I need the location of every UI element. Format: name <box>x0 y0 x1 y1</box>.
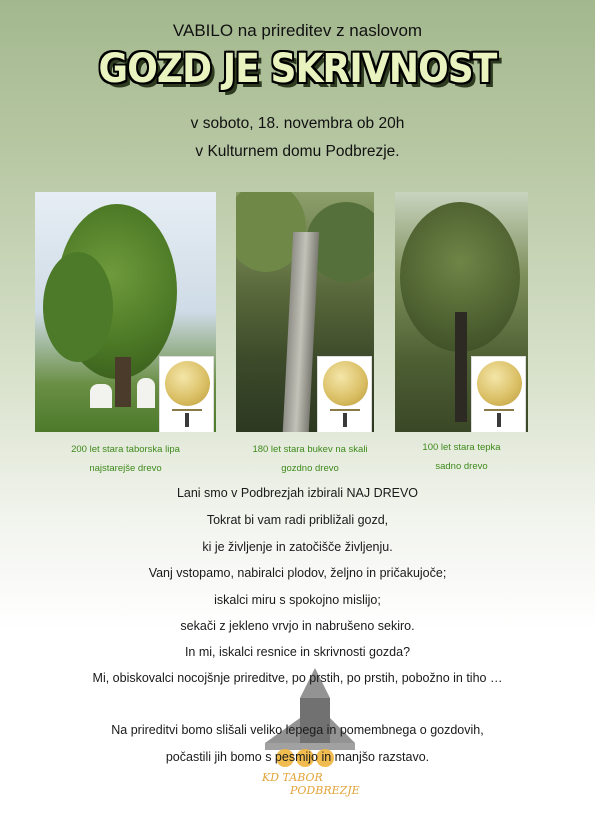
tree-caption-category: sadno drevo <box>435 461 488 472</box>
poem-line: Tokrat bi vam radi približali gozd, <box>206 513 389 527</box>
tree-caption <box>35 440 216 478</box>
linden-tree-photo <box>35 192 216 432</box>
event-place: v Kulturnem domu Podbrezje. <box>195 143 400 160</box>
poem-line: sekači z jekleno vrvjo in nabrušeno sekiro. <box>180 619 415 633</box>
tree-caption-age: 100 let stara tepka <box>422 442 501 453</box>
naj-drevo-badge <box>159 356 214 432</box>
kd-tabor-logo-text <box>262 771 360 797</box>
tree-caption-age: 180 let stara bukev na skali <box>252 444 368 455</box>
poem-line: Na prireditvi bomo slišali veliko lepega in pomembnega o gozdovih, <box>111 723 484 737</box>
poem-line: iskalci miru s spokojno mislijo; <box>214 593 381 607</box>
tree-caption-category: najstarejše drevo <box>89 463 162 474</box>
poem-line: ki je življenje in zatočišče življenju. <box>202 540 393 554</box>
naj-drevo-badge <box>471 356 526 432</box>
invitation-intro: VABILO na prireditev z naslovom <box>172 21 423 40</box>
poem-line: In mi, iskalci resnice in skrivnosti gozda? <box>184 645 411 659</box>
naj-drevo-badge <box>317 356 372 432</box>
pear-tree-photo <box>395 192 528 432</box>
beech-tree-photo <box>236 192 374 432</box>
tree-caption-age: 200 let stara taborska lipa <box>71 444 180 455</box>
poem-line: Lani smo v Podbrezjah izbirali NAJ DREVO <box>176 486 419 500</box>
tree-caption-category: gozdno drevo <box>281 463 339 474</box>
tree-caption <box>236 440 384 478</box>
tree-caption <box>395 438 528 476</box>
logo-line1: KD TABOR <box>262 771 323 784</box>
event-date: v soboto, 18. novembra ob 20h <box>190 115 405 132</box>
poem-line: počastili jih bomo s pesmijo in manjšo razstavo. <box>165 750 430 764</box>
poem-line: Mi, obiskovalci nocojšnje prireditve, po prstih, po prstih, pobožno in tiho … <box>92 671 503 685</box>
logo-line2: PODBREZJE <box>290 784 360 797</box>
event-title: GOZD JE SKRIVNOST <box>98 46 497 92</box>
poem-line: Vanj vstopamo, nabiralci plodov, željno in pričakujoče; <box>148 566 447 580</box>
